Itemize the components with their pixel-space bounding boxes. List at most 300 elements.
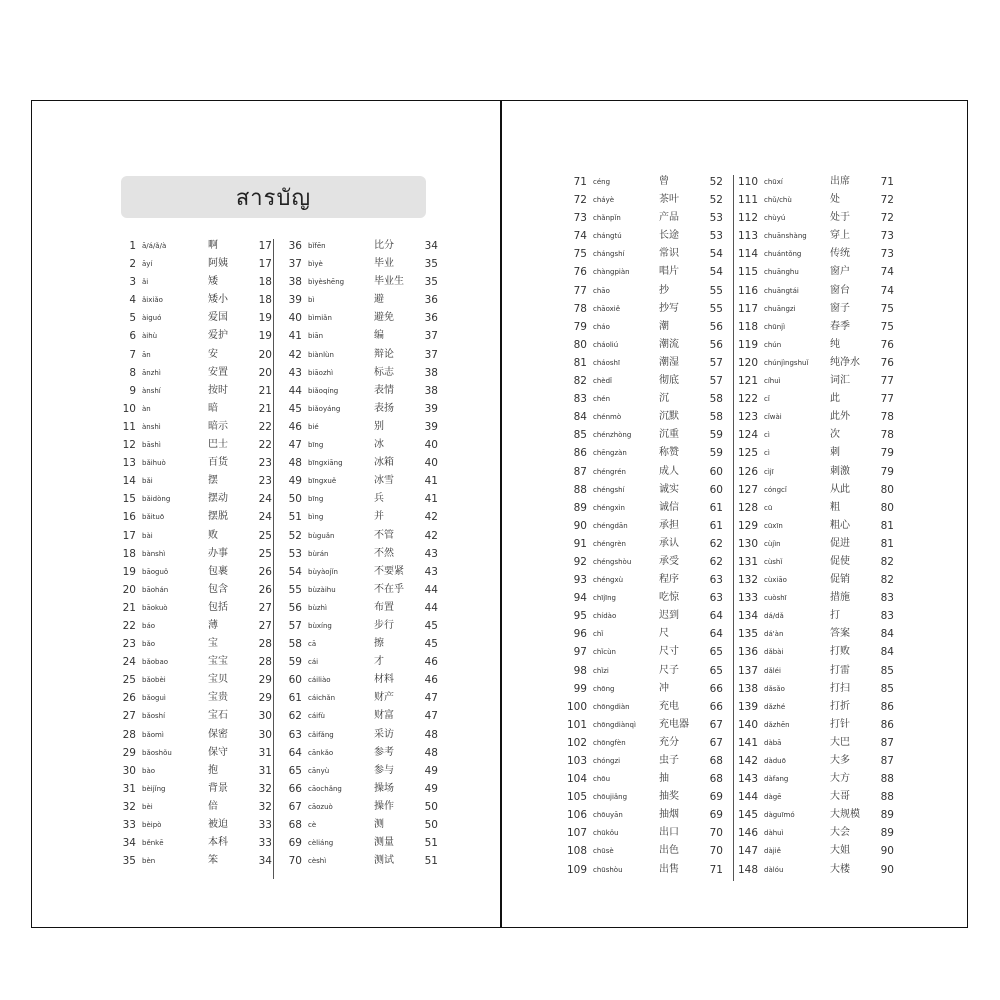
entry-pinyin: chóngzi bbox=[593, 757, 621, 765]
entry-pinyin: bǎi bbox=[142, 477, 153, 486]
entry-number: 88 bbox=[573, 483, 587, 496]
entry-number: 74 bbox=[573, 230, 587, 243]
entry-pinyin: bié bbox=[308, 422, 319, 431]
entry-page: 39 bbox=[424, 420, 438, 433]
entry-page: 68 bbox=[709, 755, 723, 767]
entry-hanzi: 安置 bbox=[208, 366, 228, 378]
entry-number: 35 bbox=[122, 855, 136, 868]
entry-page: 69 bbox=[709, 791, 723, 804]
entry-page: 82 bbox=[880, 555, 894, 568]
entry-pinyin: chōngdiànqì bbox=[593, 720, 636, 729]
entry-pinyin: bìyèshēng bbox=[308, 278, 345, 287]
entry-number: 29 bbox=[122, 746, 136, 759]
entry-page: 66 bbox=[709, 700, 723, 713]
entry-number: 9 bbox=[129, 384, 136, 397]
entry-hanzi: 出席 bbox=[830, 176, 850, 187]
entry-pinyin: bǎidòng bbox=[142, 495, 171, 504]
entry-page: 76 bbox=[880, 338, 894, 351]
left-page bbox=[31, 100, 501, 928]
entry-page: 20 bbox=[258, 348, 272, 361]
entry-pinyin: bǐfēn bbox=[308, 242, 326, 250]
entry-hanzi: 充电 bbox=[659, 700, 679, 712]
entry-page: 37 bbox=[424, 330, 438, 343]
entry-hanzi: 充分 bbox=[659, 736, 679, 748]
entry-pinyin: bǎobao bbox=[142, 658, 169, 667]
entry-pinyin: chéngrèn bbox=[593, 539, 626, 548]
entry-pinyin: běnkē bbox=[142, 839, 164, 848]
entry-number: 2 bbox=[129, 258, 136, 271]
entry-hanzi: 窗子 bbox=[830, 302, 850, 314]
entry-page: 71 bbox=[709, 863, 723, 876]
entry-number: 60 bbox=[288, 674, 302, 687]
entry-page: 58 bbox=[709, 393, 723, 406]
entry-page: 64 bbox=[709, 628, 723, 641]
entry-hanzi: 出售 bbox=[659, 863, 679, 875]
entry-pinyin: cuòshī bbox=[764, 594, 787, 603]
entry-pinyin: biǎoyáng bbox=[308, 404, 341, 413]
entry-pinyin: céng bbox=[593, 178, 611, 186]
entry-hanzi: 不在乎 bbox=[374, 583, 404, 595]
entry-hanzi: 春季 bbox=[830, 320, 850, 332]
entry-pinyin: chénmò bbox=[593, 413, 622, 422]
entry-number: 1 bbox=[129, 240, 136, 252]
entry-hanzi: 打雷 bbox=[830, 664, 850, 676]
entry-page: 57 bbox=[709, 375, 723, 388]
entry-number: 52 bbox=[288, 529, 302, 542]
entry-page: 79 bbox=[880, 465, 894, 478]
entry-number: 4 bbox=[129, 294, 136, 307]
entry-page: 40 bbox=[424, 439, 438, 452]
entry-page: 90 bbox=[880, 863, 894, 876]
entry-number: 12 bbox=[122, 439, 136, 452]
entry-number: 64 bbox=[288, 746, 302, 759]
entry-pinyin: cáiliào bbox=[308, 676, 331, 685]
entry-number: 107 bbox=[566, 827, 587, 840]
entry-hanzi: 潮流 bbox=[659, 338, 679, 350]
entry-hanzi: 宝宝 bbox=[208, 656, 228, 668]
entry-page: 17 bbox=[258, 258, 272, 271]
entry-number: 63 bbox=[288, 728, 302, 741]
entry-page: 60 bbox=[709, 483, 723, 496]
entry-pinyin: chǐcùn bbox=[593, 648, 616, 657]
entry-pinyin: àiguó bbox=[142, 314, 162, 323]
entry-pinyin: bǎoshí bbox=[142, 712, 166, 721]
entry-hanzi: 抽奖 bbox=[659, 791, 679, 803]
entry-page: 67 bbox=[709, 736, 723, 749]
entry-page: 36 bbox=[424, 312, 438, 325]
entry-pinyin: cíhuì bbox=[764, 377, 781, 386]
entry-hanzi: 此 bbox=[830, 393, 840, 405]
entry-page: 26 bbox=[258, 583, 272, 596]
entry-page: 43 bbox=[424, 547, 438, 560]
entry-page: 73 bbox=[880, 248, 894, 261]
entry-number: 106 bbox=[566, 809, 587, 822]
entry-pinyin: chījīng bbox=[593, 594, 616, 603]
entry-page: 62 bbox=[709, 537, 723, 550]
entry-number: 7 bbox=[129, 348, 136, 361]
entry-hanzi: 打折 bbox=[830, 700, 850, 712]
entry-pinyin: ǎi bbox=[142, 278, 149, 287]
entry-page: 37 bbox=[424, 348, 438, 361]
entry-pinyin: àn bbox=[142, 404, 151, 413]
entry-hanzi: 纯净水 bbox=[830, 356, 860, 368]
entry-number: 143 bbox=[737, 773, 758, 786]
entry-hanzi: 处 bbox=[830, 194, 840, 206]
entry-number: 146 bbox=[737, 827, 758, 840]
entry-page: 30 bbox=[258, 710, 272, 723]
entry-number: 114 bbox=[737, 248, 758, 261]
entry-pinyin: dàgē bbox=[764, 793, 782, 802]
entry-number: 69 bbox=[288, 837, 302, 850]
entry-pinyin: chǎnpǐn bbox=[593, 214, 621, 223]
entry-number: 115 bbox=[737, 266, 758, 279]
entry-page: 89 bbox=[880, 827, 894, 840]
entry-page: 65 bbox=[709, 664, 723, 677]
entry-hanzi: 大多 bbox=[830, 755, 850, 766]
entry-number: 51 bbox=[288, 511, 302, 524]
entry-pinyin: bǎo bbox=[142, 640, 156, 649]
entry-page: 45 bbox=[424, 619, 438, 632]
entry-hanzi: 按时 bbox=[208, 384, 228, 396]
entry-pinyin: chángtú bbox=[593, 232, 622, 241]
entry-page: 62 bbox=[709, 555, 723, 568]
entry-pinyin: cì bbox=[764, 431, 770, 440]
entry-number: 66 bbox=[288, 782, 302, 795]
entry-number: 131 bbox=[737, 555, 758, 568]
entry-hanzi: 矮 bbox=[208, 276, 218, 288]
entry-number: 41 bbox=[288, 330, 302, 343]
entry-number: 135 bbox=[737, 628, 758, 641]
entry-pinyin: biāozhì bbox=[308, 368, 334, 377]
entry-hanzi: 被迫 bbox=[208, 819, 228, 830]
entry-page: 33 bbox=[258, 837, 272, 850]
entry-hanzi: 冲 bbox=[659, 682, 669, 694]
entry-hanzi: 啊 bbox=[208, 240, 218, 251]
entry-number: 96 bbox=[573, 628, 587, 641]
entry-hanzi: 宝石 bbox=[208, 710, 228, 722]
entry-page: 31 bbox=[258, 764, 272, 777]
entry-page: 50 bbox=[424, 819, 438, 831]
entry-page: 32 bbox=[258, 800, 272, 813]
entry-number: 17 bbox=[122, 529, 136, 542]
entry-page: 86 bbox=[880, 718, 894, 731]
entry-page: 35 bbox=[424, 276, 438, 289]
entry-pinyin: dǎbài bbox=[764, 648, 784, 657]
entry-pinyin: chuāngzi bbox=[764, 304, 796, 313]
entry-number: 43 bbox=[288, 366, 302, 379]
entry-number: 133 bbox=[737, 592, 758, 605]
entry-hanzi: 包括 bbox=[208, 601, 228, 613]
entry-pinyin: cè bbox=[308, 821, 317, 829]
entry-pinyin: āyí bbox=[142, 260, 153, 269]
entry-page: 19 bbox=[258, 312, 272, 325]
entry-number: 56 bbox=[288, 601, 302, 614]
entry-pinyin: chéngdān bbox=[593, 521, 628, 530]
entry-pinyin: bǎituō bbox=[142, 513, 165, 522]
entry-page: 48 bbox=[424, 728, 438, 741]
entry-pinyin: ā/á/ǎ/à bbox=[142, 242, 167, 250]
entry-pinyin: cǎifǎng bbox=[308, 730, 334, 739]
entry-number: 6 bbox=[129, 330, 136, 343]
entry-page: 53 bbox=[709, 230, 723, 243]
entry-pinyin: chén bbox=[593, 395, 611, 404]
entry-hanzi: 材料 bbox=[374, 674, 394, 686]
entry-hanzi: 促销 bbox=[830, 574, 850, 586]
entry-page: 80 bbox=[880, 483, 894, 496]
entry-hanzi: 尺寸 bbox=[659, 646, 679, 658]
entry-hanzi: 包裹 bbox=[208, 565, 228, 577]
entry-hanzi: 促进 bbox=[830, 537, 850, 549]
entry-pinyin: bīngxiāng bbox=[308, 459, 343, 468]
entry-page: 18 bbox=[258, 294, 272, 307]
entry-page: 39 bbox=[424, 402, 438, 415]
entry-pinyin: chùyú bbox=[764, 214, 786, 223]
entry-hanzi: 办事 bbox=[208, 547, 228, 559]
entry-pinyin: cháoliú bbox=[593, 340, 619, 349]
entry-number: 38 bbox=[288, 276, 302, 289]
entry-hanzi: 答案 bbox=[830, 628, 850, 640]
entry-hanzi: 粗心 bbox=[830, 519, 850, 531]
entry-hanzi: 沉 bbox=[659, 393, 669, 405]
entry-pinyin: cǐwài bbox=[764, 413, 782, 422]
entry-hanzi: 大规模 bbox=[830, 809, 860, 821]
entry-page: 48 bbox=[424, 746, 438, 759]
entry-number: 23 bbox=[122, 638, 136, 651]
entry-hanzi: 出口 bbox=[659, 827, 679, 839]
entry-number: 128 bbox=[737, 501, 758, 514]
entry-number: 121 bbox=[737, 375, 758, 388]
entry-page: 79 bbox=[880, 447, 894, 460]
entry-hanzi: 冰雪 bbox=[374, 475, 394, 487]
entry-number: 33 bbox=[122, 819, 136, 831]
entry-pinyin: chéngshí bbox=[593, 485, 625, 494]
entry-hanzi: 摆脱 bbox=[208, 511, 228, 523]
entry-pinyin: cùjìn bbox=[764, 539, 781, 548]
entry-number: 46 bbox=[288, 420, 302, 433]
entry-number: 126 bbox=[737, 465, 758, 478]
entry-hanzi: 冰箱 bbox=[374, 457, 394, 469]
entry-pinyin: ànshì bbox=[142, 422, 161, 431]
entry-page: 70 bbox=[709, 845, 723, 858]
entry-page: 88 bbox=[880, 773, 894, 786]
entry-number: 62 bbox=[288, 710, 302, 723]
entry-number: 3 bbox=[129, 276, 136, 289]
entry-hanzi: 爱护 bbox=[208, 330, 228, 342]
entry-hanzi: 摆 bbox=[208, 475, 218, 487]
entry-page: 69 bbox=[709, 809, 723, 822]
page-title: สารบัญ bbox=[235, 185, 312, 211]
entry-pinyin: cèshì bbox=[308, 857, 327, 866]
entry-hanzi: 程序 bbox=[659, 574, 679, 586]
entry-number: 81 bbox=[573, 356, 587, 369]
entry-number: 18 bbox=[122, 547, 136, 560]
entry-pinyin: cáifù bbox=[308, 712, 325, 721]
entry-page: 78 bbox=[880, 411, 894, 424]
entry-hanzi: 背景 bbox=[208, 782, 228, 794]
entry-pinyin: chūkǒu bbox=[593, 829, 619, 838]
entry-number: 78 bbox=[573, 302, 587, 315]
entry-pinyin: bāokuò bbox=[142, 603, 168, 612]
entry-page: 88 bbox=[880, 791, 894, 804]
entry-pinyin: cìjī bbox=[764, 467, 774, 476]
entry-pinyin: cāozuò bbox=[308, 802, 333, 811]
entry-pinyin: biǎoqíng bbox=[308, 386, 339, 395]
entry-number: 27 bbox=[122, 710, 136, 723]
entry-hanzi: 薄 bbox=[208, 619, 218, 631]
entry-number: 37 bbox=[288, 258, 302, 271]
entry-pinyin: bìyè bbox=[308, 260, 323, 269]
entry-number: 42 bbox=[288, 348, 302, 361]
entry-hanzi: 安 bbox=[208, 348, 218, 360]
entry-hanzi: 不然 bbox=[374, 547, 394, 559]
entry-hanzi: 尺子 bbox=[659, 664, 679, 676]
entry-pinyin: chèdǐ bbox=[593, 377, 612, 386]
entry-hanzi: 打针 bbox=[830, 718, 850, 730]
entry-page: 22 bbox=[258, 439, 272, 452]
entry-pinyin: dàduō bbox=[764, 757, 786, 765]
entry-page: 68 bbox=[709, 773, 723, 786]
entry-page: 59 bbox=[709, 447, 723, 460]
entry-number: 20 bbox=[122, 583, 136, 596]
entry-number: 140 bbox=[737, 718, 758, 731]
entry-pinyin: cānkǎo bbox=[308, 748, 334, 757]
entry-hanzi: 促使 bbox=[830, 555, 850, 567]
entry-pinyin: chǐzi bbox=[593, 666, 609, 675]
entry-page: 53 bbox=[709, 212, 723, 225]
entry-number: 15 bbox=[122, 493, 136, 506]
entry-number: 139 bbox=[737, 700, 758, 713]
entry-number: 55 bbox=[288, 583, 302, 596]
entry-page: 82 bbox=[880, 574, 894, 587]
entry-hanzi: 步行 bbox=[374, 619, 394, 631]
entry-hanzi: 倍 bbox=[208, 800, 218, 812]
entry-page: 60 bbox=[709, 465, 723, 478]
entry-page: 71 bbox=[880, 176, 894, 188]
entry-number: 76 bbox=[573, 266, 587, 279]
entry-hanzi: 产品 bbox=[659, 212, 679, 224]
entry-pinyin: àihù bbox=[142, 332, 158, 341]
entry-number: 8 bbox=[129, 366, 136, 379]
entry-hanzi: 并 bbox=[374, 511, 384, 523]
entry-page: 44 bbox=[424, 601, 438, 614]
entry-hanzi: 别 bbox=[374, 420, 384, 432]
entry-page: 41 bbox=[424, 493, 438, 506]
entry-pinyin: bīng bbox=[308, 441, 324, 450]
entry-page: 21 bbox=[258, 402, 272, 415]
entry-pinyin: bèijǐng bbox=[142, 784, 166, 793]
entry-number: 119 bbox=[737, 338, 758, 351]
entry-hanzi: 充电器 bbox=[659, 718, 689, 730]
entry-page: 42 bbox=[424, 511, 438, 524]
entry-pinyin: bìng bbox=[308, 513, 324, 522]
entry-page: 61 bbox=[709, 519, 723, 532]
entry-number: 75 bbox=[573, 248, 587, 261]
entry-hanzi: 抱 bbox=[208, 764, 218, 776]
entry-number: 95 bbox=[573, 610, 587, 623]
entry-hanzi: 表扬 bbox=[374, 402, 394, 414]
entry-hanzi: 成人 bbox=[659, 465, 679, 477]
entry-number: 93 bbox=[573, 574, 587, 587]
entry-pinyin: cānyù bbox=[308, 766, 330, 775]
column-divider bbox=[733, 175, 734, 881]
entry-page: 61 bbox=[709, 501, 723, 514]
entry-page: 72 bbox=[880, 212, 894, 225]
entry-number: 58 bbox=[288, 638, 302, 651]
entry-hanzi: 笨 bbox=[208, 855, 218, 867]
entry-number: 86 bbox=[573, 447, 587, 460]
entry-page: 67 bbox=[709, 718, 723, 731]
entry-pinyin: cháyè bbox=[593, 196, 615, 205]
entry-hanzi: 从此 bbox=[830, 483, 850, 495]
entry-pinyin: bǎobèi bbox=[142, 676, 166, 685]
entry-hanzi: 承担 bbox=[659, 519, 679, 531]
entry-number: 61 bbox=[288, 692, 302, 705]
entry-number: 44 bbox=[288, 384, 302, 397]
entry-number: 32 bbox=[122, 800, 136, 813]
entry-pinyin: chūsè bbox=[593, 847, 614, 856]
entry-number: 112 bbox=[737, 212, 758, 225]
entry-hanzi: 尺 bbox=[659, 628, 669, 640]
entry-number: 99 bbox=[573, 682, 587, 695]
entry-page: 56 bbox=[709, 320, 723, 333]
entry-page: 34 bbox=[424, 240, 438, 252]
entry-pinyin: ān bbox=[142, 350, 151, 359]
entry-pinyin: bèipò bbox=[142, 821, 162, 829]
entry-number: 31 bbox=[122, 782, 136, 795]
entry-number: 21 bbox=[122, 601, 136, 614]
entry-number: 47 bbox=[288, 439, 302, 452]
entry-page: 58 bbox=[709, 411, 723, 424]
entry-hanzi: 虫子 bbox=[659, 755, 679, 766]
entry-number: 148 bbox=[737, 863, 758, 876]
entry-number: 136 bbox=[737, 646, 758, 659]
entry-pinyin: chōuyān bbox=[593, 811, 623, 820]
entry-hanzi: 表情 bbox=[374, 384, 394, 396]
entry-page: 54 bbox=[709, 266, 723, 279]
entry-pinyin: chún bbox=[764, 340, 782, 349]
entry-hanzi: 测 bbox=[374, 819, 384, 830]
entry-hanzi: 避免 bbox=[374, 312, 394, 324]
entry-hanzi: 参考 bbox=[374, 746, 394, 758]
entry-number: 104 bbox=[566, 773, 587, 786]
entry-page: 63 bbox=[709, 574, 723, 587]
entry-number: 130 bbox=[737, 537, 758, 550]
entry-number: 141 bbox=[737, 736, 758, 749]
entry-number: 72 bbox=[573, 194, 587, 207]
entry-pinyin: bùyàojǐn bbox=[308, 567, 338, 576]
entry-hanzi: 潮湿 bbox=[659, 356, 679, 368]
entry-pinyin: cáichǎn bbox=[308, 694, 336, 703]
entry-number: 57 bbox=[288, 619, 302, 632]
entry-page: 29 bbox=[258, 692, 272, 705]
entry-pinyin: bìmiǎn bbox=[308, 314, 332, 323]
entry-pinyin: bāshì bbox=[142, 441, 161, 450]
entry-page: 24 bbox=[258, 493, 272, 506]
entry-hanzi: 打败 bbox=[830, 646, 850, 658]
entry-pinyin: cì bbox=[764, 449, 770, 458]
entry-hanzi: 次 bbox=[830, 429, 840, 441]
entry-number: 84 bbox=[573, 411, 587, 424]
entry-hanzi: 抽 bbox=[659, 773, 669, 785]
entry-page: 42 bbox=[424, 529, 438, 542]
entry-page: 20 bbox=[258, 366, 272, 379]
entry-hanzi: 参与 bbox=[374, 764, 394, 776]
entry-hanzi: 暗示 bbox=[208, 420, 228, 432]
entry-page: 51 bbox=[424, 837, 438, 850]
entry-page: 27 bbox=[258, 601, 272, 614]
entry-page: 17 bbox=[258, 240, 272, 252]
entry-hanzi: 测量 bbox=[374, 837, 394, 849]
